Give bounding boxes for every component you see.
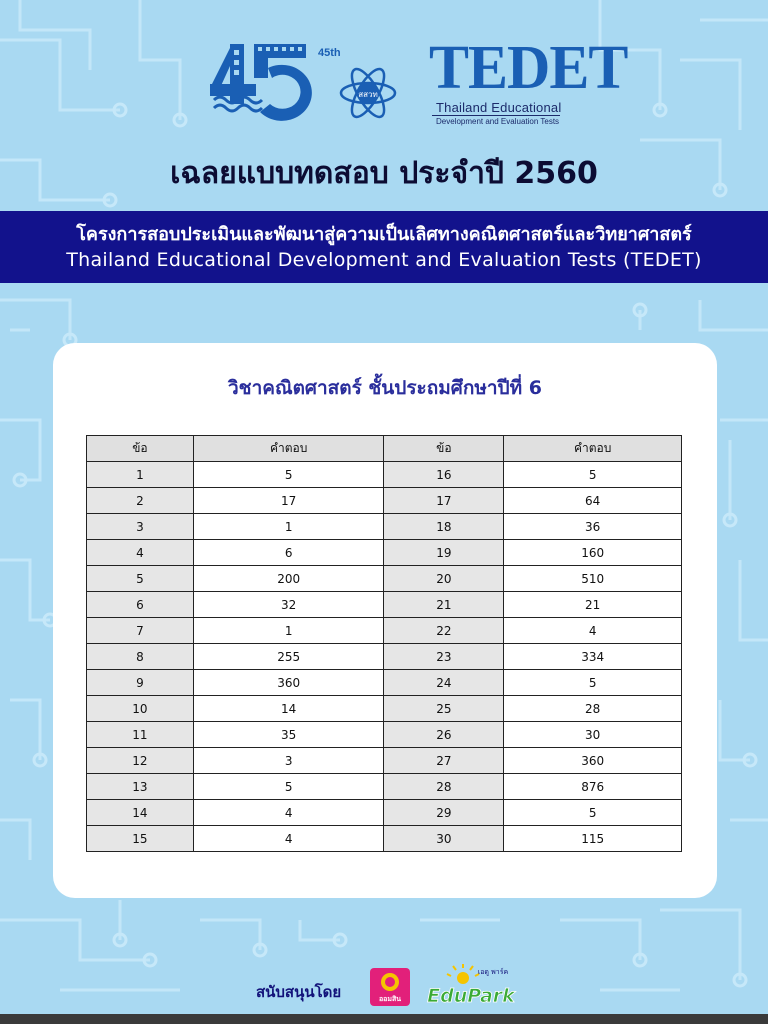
table-row — [87, 722, 682, 748]
question-number-cell: 8 — [87, 644, 194, 670]
table-row — [87, 618, 682, 644]
table-row — [87, 696, 682, 722]
question-number-cell: 5 — [87, 566, 194, 592]
question-number-cell: 27 — [384, 748, 504, 774]
answer-cell: 1 — [193, 514, 384, 540]
answer-cell: 255 — [193, 644, 384, 670]
table-row — [87, 644, 682, 670]
header-answer-2: คำตอบ — [504, 436, 682, 462]
question-number-cell: 22 — [384, 618, 504, 644]
tedet-tagline-2: Development and Evaluation Tests — [436, 117, 560, 126]
question-number-cell: 19 — [384, 540, 504, 566]
table-row — [87, 592, 682, 618]
question-number-cell: 25 — [384, 696, 504, 722]
table-row — [87, 774, 682, 800]
tedet-divider — [432, 115, 560, 116]
ipst-atom-logo — [338, 62, 398, 124]
answer-cell: 360 — [193, 670, 384, 696]
table-row — [87, 488, 682, 514]
answer-cell: 21 — [504, 592, 682, 618]
answer-cell: 5 — [504, 800, 682, 826]
answer-cell: 115 — [504, 826, 682, 852]
table-row — [87, 514, 682, 540]
sponsor-label: สนับสนุนโดย — [256, 983, 342, 1001]
answer-cell: 334 — [504, 644, 682, 670]
answer-cell: 3 — [193, 748, 384, 774]
answer-cell: 35 — [193, 722, 384, 748]
answer-cell: 5 — [504, 462, 682, 488]
table-row — [87, 566, 682, 592]
question-number-cell: 21 — [384, 592, 504, 618]
answer-cell: 28 — [504, 696, 682, 722]
page-title: เฉลยแบบทดสอบ ประจำปี 2560 — [170, 156, 598, 191]
anniversary-label: 45th — [318, 47, 341, 59]
question-number-cell: 7 — [87, 618, 194, 644]
question-number-cell: 24 — [384, 670, 504, 696]
answer-cell: 5 — [193, 462, 384, 488]
question-number-cell: 20 — [384, 566, 504, 592]
question-number-cell: 14 — [87, 800, 194, 826]
answer-cell: 1 — [193, 618, 384, 644]
question-number-cell: 4 — [87, 540, 194, 566]
table-row — [87, 748, 682, 774]
table-row — [87, 826, 682, 852]
question-number-cell: 29 — [384, 800, 504, 826]
answer-cell: 36 — [504, 514, 682, 540]
answer-cell: 876 — [504, 774, 682, 800]
bottom-bar — [0, 1014, 768, 1024]
question-number-cell: 12 — [87, 748, 194, 774]
header-question-2: ข้อ — [384, 436, 504, 462]
answer-cell: 5 — [504, 670, 682, 696]
question-number-cell: 11 — [87, 722, 194, 748]
answer-table — [86, 435, 682, 852]
project-banner — [0, 211, 768, 283]
header-answer-1: คำตอบ — [193, 436, 384, 462]
answer-cell: 6 — [193, 540, 384, 566]
table-row — [87, 540, 682, 566]
answer-cell: 14 — [193, 696, 384, 722]
ipst-label: สสวท — [358, 90, 378, 99]
answer-table-body — [87, 462, 682, 852]
question-number-cell: 16 — [384, 462, 504, 488]
banner-thai-title: โครงการสอบประเมินและพัฒนาสู่ความเป็นเลิศทางคณิตศาสตร์และวิทยาศาสตร์ — [76, 224, 692, 245]
question-number-cell: 26 — [384, 722, 504, 748]
answer-cell: 30 — [504, 722, 682, 748]
subject-heading: วิชาคณิตศาสตร์ ชั้นประถมศึกษาปีที่ 6 — [228, 377, 542, 399]
answer-card — [53, 343, 717, 898]
question-number-cell: 13 — [87, 774, 194, 800]
answer-cell: 4 — [193, 826, 384, 852]
table-row — [87, 800, 682, 826]
gsb-label: ออมสิน — [378, 995, 402, 1003]
gsb-logo — [370, 968, 410, 1006]
answer-cell: 32 — [193, 592, 384, 618]
answer-cell: 160 — [504, 540, 682, 566]
question-number-cell: 1 — [87, 462, 194, 488]
header-question-1: ข้อ — [87, 436, 194, 462]
answer-cell: 510 — [504, 566, 682, 592]
anniversary-45th-logo — [210, 38, 341, 122]
question-number-cell: 17 — [384, 488, 504, 514]
question-number-cell: 6 — [87, 592, 194, 618]
answer-cell: 64 — [504, 488, 682, 514]
question-number-cell: 3 — [87, 514, 194, 540]
answer-cell: 5 — [193, 774, 384, 800]
edupark-thai-label: เอดู พาร์ค — [477, 968, 509, 976]
answer-cell: 200 — [193, 566, 384, 592]
answer-cell: 4 — [193, 800, 384, 826]
question-number-cell: 2 — [87, 488, 194, 514]
answer-cell: 17 — [193, 488, 384, 514]
question-number-cell: 15 — [87, 826, 194, 852]
header-logos — [0, 34, 768, 130]
tedet-tagline-1: Thailand Educational — [436, 100, 562, 115]
answer-cell: 360 — [504, 748, 682, 774]
question-number-cell: 28 — [384, 774, 504, 800]
banner-english-title: Thailand Educational Development and Evaluation Tests (TEDET) — [66, 249, 702, 271]
table-row — [87, 462, 682, 488]
question-number-cell: 30 — [384, 826, 504, 852]
edupark-label: EduPark — [427, 985, 515, 1007]
tedet-wordmark: TEDET — [429, 32, 628, 102]
table-header-row — [87, 436, 682, 462]
edupark-logo — [423, 964, 519, 1008]
table-row — [87, 670, 682, 696]
question-number-cell: 10 — [87, 696, 194, 722]
question-number-cell: 23 — [384, 644, 504, 670]
answer-cell: 4 — [504, 618, 682, 644]
question-number-cell: 18 — [384, 514, 504, 540]
question-number-cell: 9 — [87, 670, 194, 696]
